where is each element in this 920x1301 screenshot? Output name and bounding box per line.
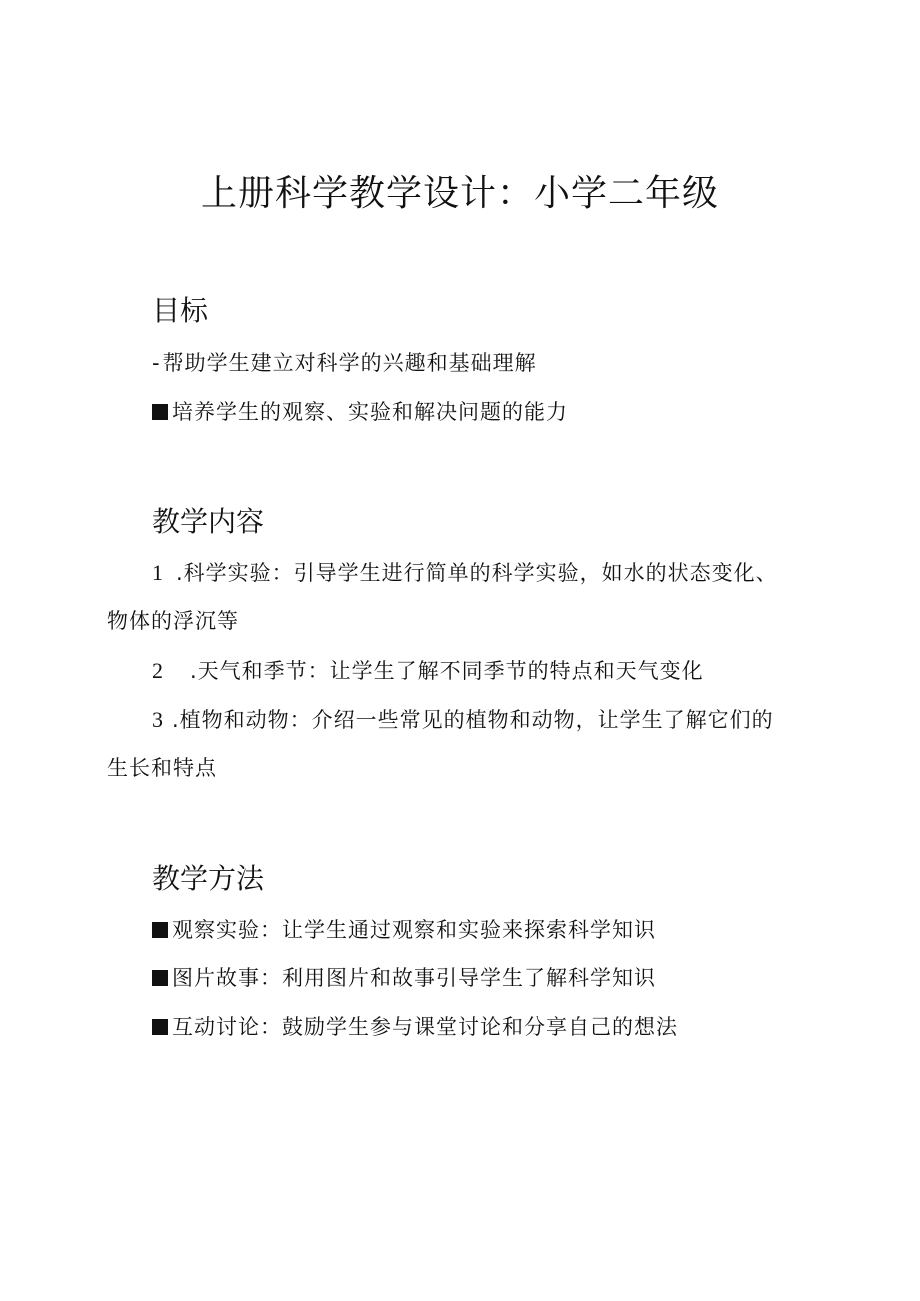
content-item-text: .天气和季节：让学生了解不同季节的特点和天气变化 xyxy=(190,659,704,683)
content-item-3-line-1 xyxy=(152,705,774,735)
square-bullet-icon xyxy=(152,922,168,938)
dash-marker: - xyxy=(152,351,161,375)
document-title: 上册科学教学设计：小学二年级 xyxy=(200,173,719,214)
methods-heading: 教学方法 xyxy=(152,862,265,895)
content-item-2 xyxy=(152,656,704,686)
goal-item-2 xyxy=(152,397,568,427)
method-item-2 xyxy=(152,963,656,993)
content-heading: 教学内容 xyxy=(152,505,265,538)
goal-item-text: 培养学生的观察、实验和解决问题的能力 xyxy=(172,400,568,424)
item-number: 2 xyxy=(152,658,164,683)
content-item-text: .科学实验：引导学生进行简单的科学实验，如水的状态变化、 xyxy=(176,561,778,585)
content-item-1-line-1 xyxy=(152,558,778,588)
square-bullet-icon xyxy=(152,404,168,420)
goal-item-text: 帮助学生建立对科学的兴趣和基础理解 xyxy=(162,351,537,375)
method-item-text: 图片故事：利用图片和故事引导学生了解科学知识 xyxy=(172,966,656,990)
goal-item-1 xyxy=(152,348,537,378)
method-item-3 xyxy=(152,1012,678,1042)
method-item-text: 互动讨论：鼓励学生参与课堂讨论和分享自己的想法 xyxy=(172,1015,678,1039)
method-item-1 xyxy=(152,915,656,945)
content-item-3-line-2: 生长和特点 xyxy=(107,756,217,780)
square-bullet-icon xyxy=(152,970,168,986)
content-item-1-line-2: 物体的浮沉等 xyxy=(107,609,239,633)
goals-heading: 目标 xyxy=(152,294,209,327)
content-item-text: .植物和动物：介绍一些常见的植物和动物，让学生了解它们的 xyxy=(172,708,774,732)
item-number: 1 xyxy=(152,560,164,585)
square-bullet-icon xyxy=(152,1019,168,1035)
item-number: 3 xyxy=(152,707,164,732)
method-item-text: 观察实验：让学生通过观察和实验来探索科学知识 xyxy=(172,918,656,942)
